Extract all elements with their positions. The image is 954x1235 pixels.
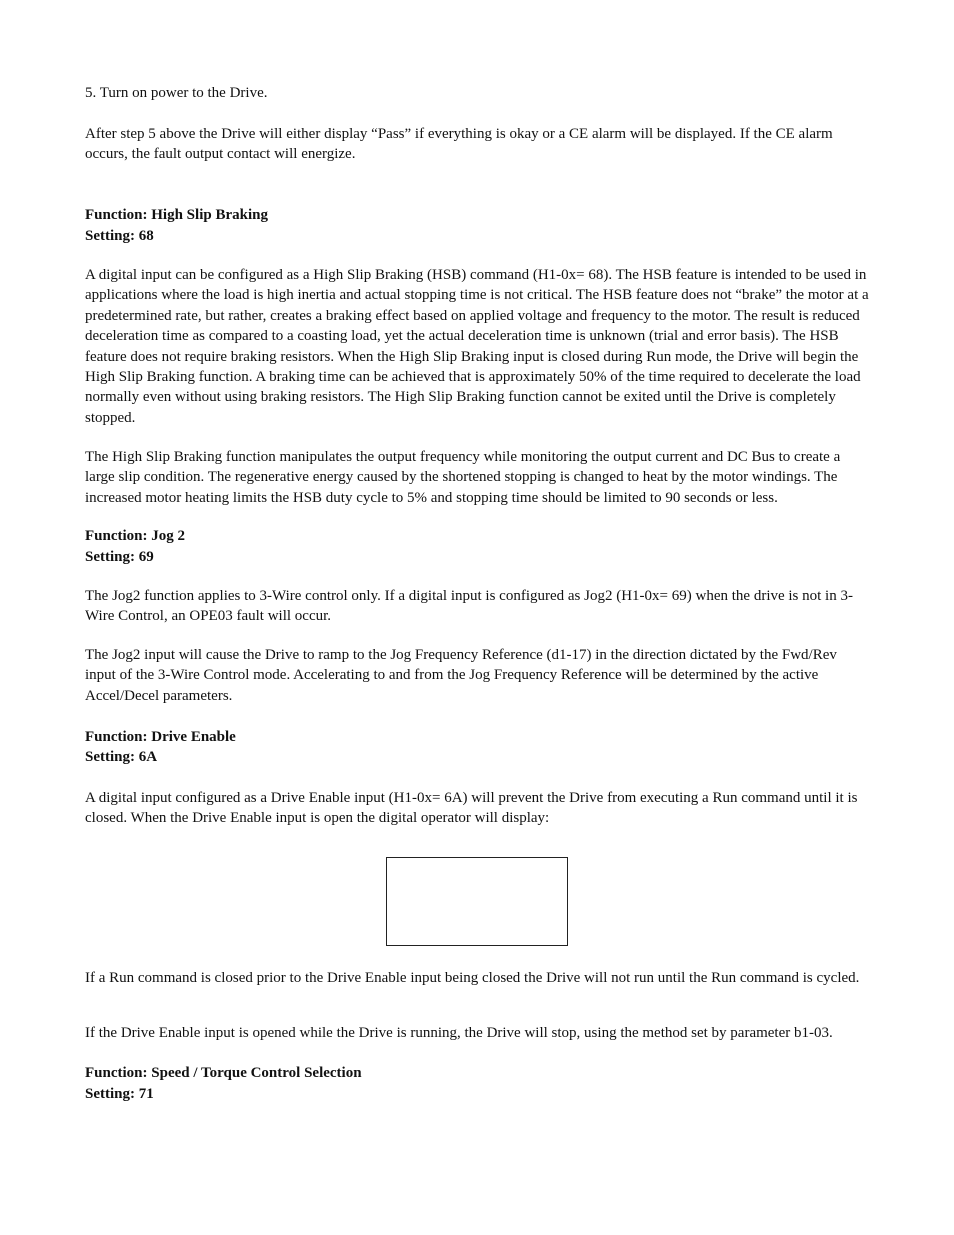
operator-display-box xyxy=(386,857,568,946)
hsb-function-heading: Function: High Slip Braking xyxy=(85,207,268,223)
after-step-paragraph: After step 5 above the Drive will either display “Pass” if everything is okay or a CE alarm will be displayed. If the CE alarm occurs, the fault output contact will energize. xyxy=(85,126,833,163)
jog2-function-heading: Function: Jog 2 xyxy=(85,528,186,544)
hsb-paragraph-1: A digital input can be configured as a High Slip Braking (HSB) command (H1-0x= 68). The HSB feature is intended to be used in applications where the load is high inertia and actual stopping time is not critical. The HSB feature does not “brake” the motor at a predetermined rate, but rather, creates a braking effect based on applied voltage and frequency to the motor. The result is reduced deceleration time as compared to a coasting load, yet the actual deceleration time is unknown (trial and error basis). The HSB feature does not require braking resistors. When the High Slip Braking input is closed during Run mode, the Drive will begin the High Slip Braking function. A braking time can be achieved that is approximately 50% of the time required to decelerate the load normally even without using braking resistors. The High Slip Braking function cannot be exited until the Drive is completely stopped. xyxy=(85,267,869,426)
enable-paragraph-1: A digital input configured as a Drive Enable input (H1-0x= 6A) will prevent the Drive from executing a Run command until it is closed. When the Drive Enable input is open the digital operator will display: xyxy=(85,790,858,827)
hsb-paragraph-2: The High Slip Braking function manipulates the output frequency while monitoring the output current and DC Bus to create a large slip condition. The regenerative energy caused by the shortened stopping is changed to heat by the motor windings. The increased motor heating limits the HSB duty cycle to 5% and stopping time should be limited to 90 seconds or less. xyxy=(85,449,841,506)
jog2-setting-heading: Setting: 69 xyxy=(85,549,154,565)
speed-torque-setting-heading: Setting: 71 xyxy=(85,1086,154,1102)
speed-torque-function-heading: Function: Speed / Torque Control Selection xyxy=(85,1065,362,1081)
enable-setting-heading: Setting: 6A xyxy=(85,749,158,765)
enable-paragraph-3: If the Drive Enable input is opened while the Drive is running, the Drive will stop, using the method set by parameter b1-03. xyxy=(85,1025,833,1041)
jog2-paragraph-2: The Jog2 input will cause the Drive to ramp to the Jog Frequency Reference (d1-17) in the direction dictated by the Fwd/Rev input of the 3-Wire Control mode. Accelerating to and from the Jog Frequency Reference will be determined by the active Accel/Decel parameters. xyxy=(85,647,837,704)
hsb-setting-heading: Setting: 68 xyxy=(85,228,154,244)
jog2-paragraph-1: The Jog2 function applies to 3-Wire control only. If a digital input is configured as Jog2 (H1-0x= 69) when the drive is not in 3-Wire Control, an OPE03 fault will occur. xyxy=(85,588,853,625)
enable-paragraph-2: If a Run command is closed prior to the Drive Enable input being closed the Drive will not run until the Run command is cycled. xyxy=(85,970,860,986)
enable-function-heading: Function: Drive Enable xyxy=(85,729,236,745)
step-5-text: 5. Turn on power to the Drive. xyxy=(85,85,268,101)
